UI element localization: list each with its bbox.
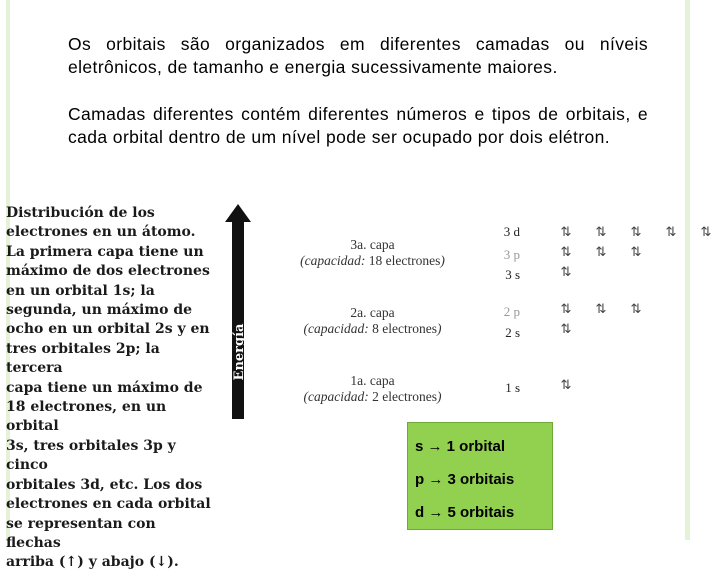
- shell-1-label: [280, 373, 465, 405]
- caption-line: capa tiene un máximo de: [6, 379, 203, 396]
- orbital-label-3p: 3 p: [503, 247, 520, 262]
- orbital-label-2s: 2 s: [505, 325, 520, 340]
- electron-pair-arrows: ⇅: [560, 225, 572, 240]
- electron-pair-arrows: ⇅: [630, 245, 642, 260]
- shell-3-label: [280, 237, 465, 269]
- caption-line: La primera capa tiene un: [6, 243, 204, 260]
- electron-pair-arrows: ⇅: [560, 302, 572, 317]
- electron-pair-arrows: ⇅: [595, 302, 607, 317]
- caption-line: se representan con flechas: [6, 515, 156, 551]
- caption-line: 3s, tres orbitales 3p y cinco: [6, 437, 176, 474]
- electron-pair-arrows: ⇅: [630, 225, 642, 240]
- orbital-label-1s: 1 s: [505, 380, 520, 395]
- caption-line: Distribución de los: [6, 205, 155, 221]
- caption-line: tres orbitales 2p; la tercera: [6, 340, 160, 377]
- caption-line: ocho en un orbital 2s y en: [6, 321, 210, 338]
- electron-pair-arrows: ⇅: [560, 378, 572, 393]
- electron-pair-arrows: ⇅: [630, 302, 642, 317]
- paragraph-orbital-types: Camadas diferentes contém diferentes números e tipos de orbitais, e cada orbital dentro de um nível pode ser ocupado por dois elétron.: [68, 104, 648, 147]
- orbital-label-2p: 2 p: [503, 304, 520, 319]
- caption-line: segunda, un máximo de: [6, 302, 193, 319]
- shell-capacity: (capacidad: 2 electrones): [303, 389, 442, 404]
- shell-2-label: [280, 305, 465, 337]
- electron-pair-arrows: ⇅: [560, 245, 572, 260]
- summary-d: d → 5 orbitais: [415, 504, 515, 521]
- energy-arrow: [224, 204, 252, 419]
- energy-label: Energía: [232, 323, 247, 381]
- electron-pair-arrows: ⇅: [560, 322, 572, 337]
- electron-pair-arrows: ⇅: [700, 225, 712, 240]
- electron-pair-arrows: ⇅: [665, 225, 677, 240]
- electron-pair-arrows: ⇅: [595, 225, 607, 240]
- caption-line: máximo de dos electrones: [6, 263, 210, 280]
- orbital-count-summary: [407, 422, 553, 530]
- caption-line: orbitales 3d, etc. Los dos: [6, 476, 203, 493]
- shell-capacity: (capacidad: 18 electrones): [300, 253, 445, 268]
- paragraph-orbital-layers: Os orbitais são organizados em diferentes camadas ou níveis eletrônicos, de tamanho e energia sucessivamente maiores.: [68, 34, 648, 77]
- orbital-label-3d: 3 d: [503, 224, 520, 239]
- summary-p: p → 3 orbitais: [415, 471, 515, 488]
- shell-title: 3a. capa: [350, 237, 395, 252]
- electron-pair-arrows: ⇅: [595, 245, 607, 260]
- shell-title: 1a. capa: [350, 373, 395, 388]
- electron-pair-arrows: ⇅: [560, 265, 572, 280]
- caption-line: electrones en cada orbital: [6, 496, 211, 513]
- caption-line: electrones en un átomo.: [6, 224, 196, 241]
- summary-s: s → 1 orbital: [415, 438, 506, 455]
- caption-line: arriba (↑) y abajo (↓).: [6, 554, 179, 571]
- caption-line: 18 electrones, en un orbital: [6, 399, 167, 435]
- shell-title: 2a. capa: [350, 305, 395, 320]
- caption-line: en un orbital 1s; la: [6, 282, 155, 299]
- orbital-label-3s: 3 s: [505, 267, 520, 282]
- shell-capacity: (capacidad: 8 electrones): [303, 321, 442, 336]
- spanish-caption: [6, 204, 211, 573]
